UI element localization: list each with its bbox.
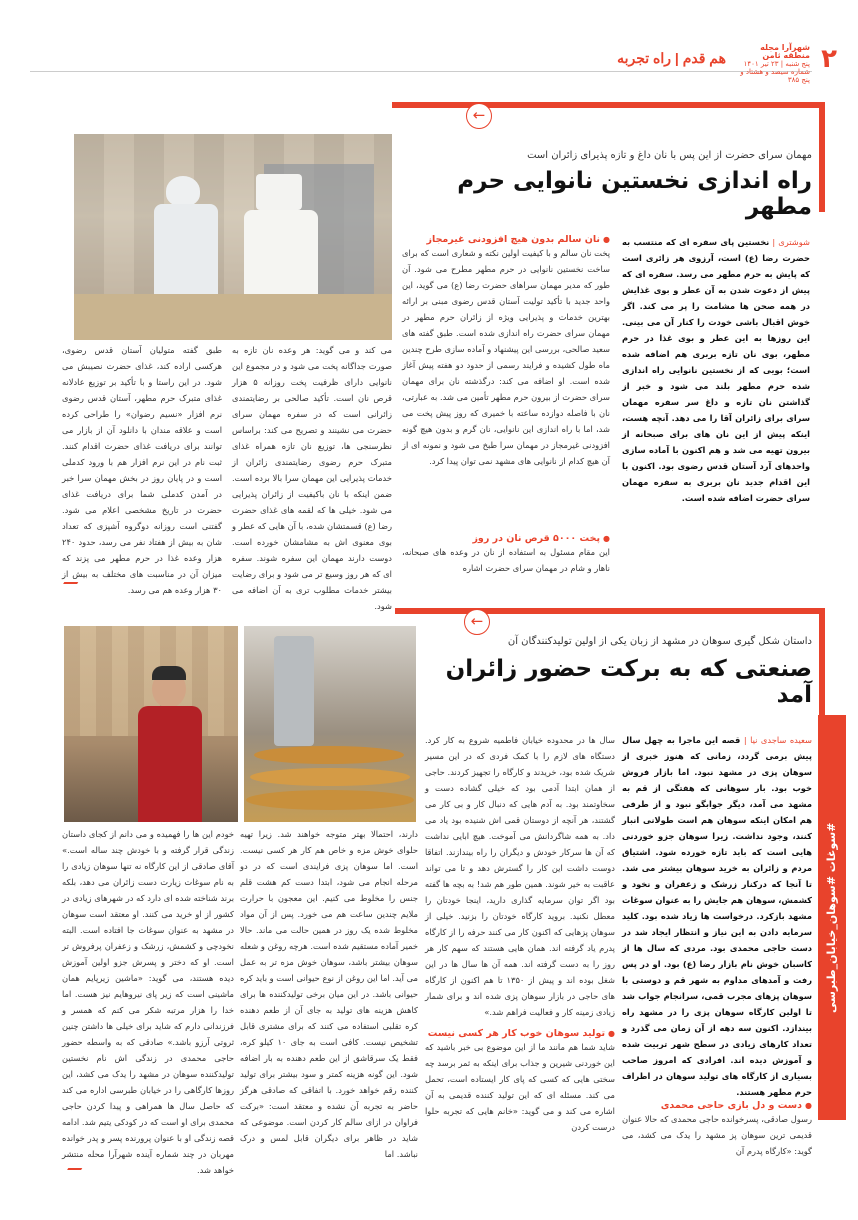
article2-byline: سعیده ساجدی نیا bbox=[750, 735, 812, 745]
article1-top-bar bbox=[392, 102, 825, 108]
article2-col1-bottom bbox=[622, 1100, 812, 1190]
article1-col4-text: طبق گفته متولیان آستان قدس رضوی، هرکسی اراده کند، غذای حضرت نصیبش می شود. در این راستا و با تأکید بر توزیع عادلانه غذای متبرک حرم مطهر، آستان قدس رضوی نرم افزار «نسیم رضوان» را طراحی کرده است و علاقه مندان با دانلود آن از بازار می توانند برای دریافت غذای حضرت اقدام کنند. ثبت نام در این نرم افزار هم با ورود کدملی است و در پایان روز در بخش مهمان سرا خبر در آمدن کدملی شما برای دریافت غذای حضرت در تاریخ مشخصی اعلام می شود. گفتنی است روزانه دوگروه آشپزی که تعداد شان به بیش از هفتاد نفر می رسد، حدود ۲۴۰ هزار وعده غذا در حرم مطهر می پزند که میزان آن در مناسبت های مختلف به بیش از ۳۰ هزار وعده هم می رسد. bbox=[62, 345, 222, 595]
page-number: ۲ bbox=[821, 44, 837, 74]
article1-col2b-text: این مقام مسئول به استفاده از نان در وعده های صبحانه، ناهار و شام در مهمان سرای حضرت اشاره bbox=[402, 547, 610, 573]
sohan-trays-photo bbox=[244, 626, 416, 822]
article2-top-bar bbox=[395, 608, 825, 614]
article2-side-bar bbox=[819, 608, 825, 716]
arrow-left-icon: ← bbox=[464, 609, 490, 635]
article2-col1b-text: رسول صادقی، پسرخوانده حاجی محمدی که حالا عنوان قدیمی ترین سوهان پز مشهد را یدک می کشد، می گوید: «کارگاه پدرم آن bbox=[622, 1114, 812, 1156]
article1-col2 bbox=[402, 234, 610, 584]
article2-title: صنعتی که به برکت حضور زائران آمد bbox=[445, 656, 812, 708]
masthead-title: شهرآرا مجله منطقه ثامن bbox=[760, 43, 810, 60]
article1-side-bar bbox=[819, 102, 825, 212]
bakery-photo bbox=[74, 134, 392, 340]
article2-col3-text: دارند، احتمالا بهتر متوجه خواهند شد. زیرا تهیه حلوای خوش مزه و خاص هم کار هر کسی نیست. است. اما سوهان پزی فرایندی است که در دو مرحله انجام می شود، ابتدا دست کم هشت قلم جنس را مخلوط می کنیم. این معجون با حرارت ملایم چندین ساعت هم می خورد. پس از آن مواد مخلوط شده یک روز در همین حالت می ماند. حالا خمیر آماده مستقیم شده است. هرچه روغن و شعله سوهان بیشتر باشد، سوهان خوش مزه تر به عمل می آید. اما این روغن از نوع حیوانی است و باید کره حیوانی باشد. در این میان برخی تولیدکننده ها برای کاهش هزینه های تولید به جای آن از طعم دهنده کره تقلبی استفاده می کنند که برای مشتری قابل تشخیص نیست. کافی است به جای ۱۰ کیلو کره، فقط یک سرقاشق از این طعم دهنده به بار اضافه شود. این گونه هزینه کمتر و سود بیشتر برای تولید کننده رقم خواهد خورد. با اتفاقی که صادقی هرگز حاضر به تجربه آن نشده و معتقد است: «برکت فراوان در ازای سالم کار کردن است. موضوعی که شاید در ظاهر برای دیگران قابل لمس و درک نباشد. اما bbox=[240, 829, 418, 1159]
article2-supertitle: داستان شکل گیری سوهان در مشهد از زبان یکی از اولین تولیدکنندگان آن bbox=[507, 636, 812, 647]
article1-subhead1: ● نان سالم بدون هیچ افزودنی غیرمجاز bbox=[402, 234, 610, 245]
masthead bbox=[740, 44, 810, 84]
article1-title: راه اندازی نخستین نانوایی حرم مطهر bbox=[457, 168, 812, 220]
article2-col2 bbox=[425, 732, 615, 1190]
article2-lead-column: سعیده ساجدی نیا | قصه این ماجرا به چهل سال پیش برمی گردد، زمانی که هنوز خبری از سوهان پزی در مشهد نبود. اما بازار فروش خوب بود. بار سوهانی که هفتگی از قم به مشهد می آمد، دیگر جوابگو نبود و از طرفی هم امکان اینکه سوهان هم است طولانی انبار کنند، وجود نداشت. زیرا سوهان جزو خوردنی هایی است که باید تازه خورده شود. اشتیاق مردم و زائران به خرید سوهان بیشتر می شد. تا آنجا که درکنار زرشک و زعفران و نخود و کشمش، سوهان هم جایش را به عنوان سوغات مشهد بازکرد. درخواست ها زیاد شده بود. کلید سرمایه دادن به این نیاز و انتظار ایجاد شد در دست حاجی محمدی بود. مردی که سال ها از کاسبان خوش نام بازار رضا (ع) بود. او در پس رفت و آمدهای مداوم به شهر قم و دوستی با سوهان پزهای مجرب قمی، سرانجام جواب شد تا اولین کارگاه سوهان پزی را در مشهد راه بیندازد. اکنون سه دهه از آن زمان می گذرد و تعداد کارهای زیادی در سطح شهر تربیت شده و آموزش دیده اند. افرادی که امروز صاحب بسیاری از کارگاه های تولید سوهان در اطراف حرم مطهر هستند. bbox=[622, 735, 812, 1097]
arrow-left-icon: ← bbox=[466, 103, 492, 129]
article1-supertitle: مهمان سرای حضرت از این پس با نان داغ و تازه پذیرای زائران است bbox=[527, 150, 812, 161]
masthead-issue: شماره سیصد و هشتاد و پنج ۳۸۵ bbox=[740, 68, 810, 84]
article1-lead: نخستین پای سفره ای که منتسب به حضرت رضا (ع) است، آرزوی هر زائری است که پایش به حرم مطهر می رسد. سفره ای که پیش از دعوت شدن به آن عطر و بوی غذایش در همه صحن ها مشامت را پر می کند. اگر خوش اقبال باشی خودت را کنار آن می بینی. این روزها به این عطر و بوی غذا در حرم مطهر، بوی نان تازه بربری هم اضافه شده است؛ بویی که از نخستین نانوایی راه اندازی شده حرم مطهر بلند می شود و خبر از گذاشتن نان تازه و داغ سر سفره مهمان سرای برای زائران آقا را می دهد. آنچه هست، اینکه پیش از این نان های برای صبحانه از بیرون تهیه می شد و هم اکنون با آماده سازی واحدهای آرد آستان قدس رضوی بود. اکنون با این اقدام جدید نان بربری به سفره مهمان سرای حضرت اضافه شده است. bbox=[622, 237, 810, 503]
article2-col2-text: سال ها در محدوده خیابان فاطمیه شروع به کار کرد. دستگاه های لازم را با کمک فردی که در این مسیر شریک شده بود، خریدند و کارگاه را تجهیز کردند. حاجی از همان ابتدا آدمی بود که خیلی گشاده دست و سخاوتمند بود. به آدم هایی که دنبال کار و بی کار می گشتند، هر آنچه از دوستان قمی اش شنیده بود یاد می داد. به همه شاگردانش می آموخت. هیچ ابایی نداشت که آن ها سرکار خودش و دیگران را راه بیندازند. اتفاقا دوست داشت این کار را گسترش دهد و تا می تواند عاقبت به خیر شوند. همین طور هم شد! به بچه ها گفته بود اگر توان سرمایه گذاری دارید، اینجا خودتان را معطل نکنید. بروید کارگاه خودتان را بزنید. خیلی از سوهان پزهایی که اکنون کار می کنند حرفه را از کارگاه پدرم یاد گرفته اند. همان هایی هستند که سهم کار هر روز را به دست گرفته اند. همه آن ها سال ها در این شغل بوده اند و پیش از ۱۳۵۰ تا هم اکنون از کارگاه های حاجی در بازار سوهان پزی شده اند و برای شمار زیادی زمینه کار و فعالیت فراهم شد.» bbox=[425, 735, 615, 1017]
article2-lead: قصه این ماجرا به چهل سال پیش برمی گردد، زمانی که هنوز خبری از سوهان پزی در مشهد نبود. اما بازار فروش خوب بود. بار سوهانی که هفتگی از قم به مشهد می آمد، دیگر جوابگو نبود و از طرفی هم امکان اینکه سوهان هم است طولانی انبار کنند، وجود نداشت. زیرا سوهان جزو خوردنی هایی است که باید تازه خورده شود. اشتیاق مردم و زائران به خرید سوهان بیشتر می شد. تا آنجا که درکنار زرشک و زعفران و نخود و کشمش، سوهان هم جایش را به عنوان سوغات مشهد بازکرد. درخواست ها زیاد شده بود. کلید سرمایه دادن به این نیاز و انتظار ایجاد شد در دست حاجی محمدی بود. مردی که سال ها از کاسبان خوش نام بازار رضا (ع) بود. او در پس رفت و آمدهای مداوم به شهر قم و دوستی با سوهان پزهای مجرب قمی، سرانجام جواب شد تا اولین کارگاه سوهان پزی را در مشهد راه بیندازد. اکنون سه دهه از آن زمان می گذرد و تعداد کارهای زیادی در سطح شهر تربیت شده و آموزش دیده اند. افرادی که امروز صاحب بسیاری از کارگاه های تولید سوهان در اطراف حرم مطهر هستند. bbox=[622, 735, 812, 1097]
shopkeeper-photo bbox=[64, 626, 238, 822]
article1-subhead2: ● پخت ۵۰۰۰ قرص نان در روز bbox=[402, 533, 610, 544]
article1-col3-text: می کند و می گوید: هر وعده نان تازه به صورت جداگانه پخت می شود و در مجموع این نانوایی دارای ظرفیت پخت روزانه ۵ هزار قرص نان است. تأکید صالحی بر رضایتمندی زائرانی است که در سفره مهمان سرای حضرت می نشینند و تصریح می کند: براساس نظرسنجی ها، توزیع نان تازه همراه غذای متبرک حرم رضوی رضایتمندی زائران از خدمات پذیرایی این مهمان سرا بالا برده است. ضمن اینکه با نان باکیفیت از زائران پذیرایی می شود. خیلی ها که لقمه های غذای حضرت رضا (ع) قسمتشان شده، با آن هایی که عطر و بوی معنوی اش به مشامشان خورده است. دوست دارند مهمان این سفره شوند. سفره ای که هر روز وسیع تر می شود و برای رضایت بیشتر خدمات مطلوب تری به آن اضافه می شود. bbox=[232, 345, 392, 611]
article2-subhead3: ● دست و دل بازی حاجی محمدی bbox=[622, 1100, 812, 1111]
article1-col2-text: پخت نان سالم و با کیفیت اولین نکته و شعاری است که برای ساخت نخستین نانوایی در حرم مطهر مطرح می شود. آن طور که مدیر مهمان سراهای حضرت رضا (ع) می گوید، این واحد جدید با تأکید تولیت آستان قدس رضوی مبنی بر ارائه بهترین خدمات و پذیرایی ویژه از زائران حرم مطهر در مهمان سرای حضرت راه اندازی شده است. طبق گفته های سعید صالحی، بررسی این پیشنهاد و آماده سازی طرح چندین ماه طول کشیده و فرایند رسمی از حدود دو هفته پیش آغاز شده است. او اضافه می کند: درگذشته نان برای مهمان سرای حضرت از بیرون حرم مطهر تأمین می شد. به عبارتی، نان با فاصله دوازده ساعته با خمیری که روز پیش پخت می شد، اما با راه اندازی این نانوایی، نان گرم و بدون هیچ گونه افزودنی غیرمجاز در مهمان سرا طبخ می شود و نمونه ای از آن هیچ کدام از نانوایی های مشهد نمی توان پیدا کرد. bbox=[402, 248, 610, 466]
article2-col2c-text: شاید شما هم مانند ما از این موضوع بی خبر باشید که این خوردنی شیرین و جذاب برای اینکه به ثمر برسد چه سختی هایی که کسی که پای کار ایستاده است، تحمل می کند. مسئله ای که این تولید کننده قدیمی به آن اشاره می کند و می گوید: «خانم هایی که تجربه حلوا درست کردن bbox=[425, 1042, 615, 1132]
article1-lead-column: شوشتری | نخستین پای سفره ای که منتسب به حضرت رضا (ع) است، آرزوی هر زائری است که پایش به حرم مطهر می رسد. سفره ای که پیش از دعوت شدن به آن عطر و بوی غذایش در همه صحن ها مشامت را پر می کند. اگر خوش اقبال باشی خودت را کنار آن می بینی. این روزها به این عطر و بوی غذا در حرم مطهر، بوی نان تازه بربری هم اضافه شده است؛ بویی که از نخستین نانوایی راه اندازی شده حرم مطهر بلند می شود و خبر از گذاشتن نان تازه و داغ سر سفره مهمان سرای برای زائران آقا را می دهد. آنچه هست، اینکه پیش از این نان های برای صبحانه از بیرون تهیه می شد و هم اکنون با آماده سازی واحدهای آرد آستان قدس رضوی بود. اکنون با این اقدام جدید نان بربری به سفره مهمان سرای حضرت اضافه شده است. bbox=[622, 237, 810, 503]
article1-byline: شوشتری bbox=[778, 237, 810, 247]
sidebar-tags: #سوغات #سوهان_خیابان_طبرسی bbox=[818, 715, 846, 1120]
page-header bbox=[0, 0, 858, 84]
article2-col4-text: خودم این ها را فهمیده و می دانم از کجای داستان زندگی قرار گرفته و با خودش چند ساله است.» آقای صادقی از این کارگاه نه تنها سوهان زیادی را به نام سوغات زیارت دست زائران می دهد، بلکه برند شناخته شده ای دارد که در شهرهای زیادی در کشور از او خرید می کنند. او معتقد است سوهان در مشهد به عنوان سوغات جا افتاده است. البته نخودچی و کشمش، زرشک و زعفران پرفروش تر است. او که دختر و پسرش جزو اولین آموزش دیده هستند، می گوید: «ماشین زیرپایم همان ماشینی است که زیر پای نیروهایم نیز هست. اما خدا را هزار مرتبه شکر می کنم که همسر و فرزندانی دارم که شاید برای خیلی ها داشتن چنین ثروتی آرزو باشد.» صادقی که به واسطه حضور حاجی محمدی در زندگی اش نام نخستین تولیدکننده سوهان در مشهد را یدک می کشد، این روزها کارگاهی را در خیابان طبرسی اداره می کند که حاصل سال ها همراهی و پیدا کردن حاجی محمدی برای او است که در کودکی یتیم شد. ادامه قصه زندگی او با عنوان پرورنده پسر و پدر خوانده مهربان در چند شماره آینده شهرآرا محله منتشر خواهد شد. bbox=[62, 829, 234, 1175]
article2-subhead4: ● تولید سوهان خوب کار هر کسی نیست bbox=[425, 1028, 615, 1039]
masthead-date: پنج شنبه | ۲۳ تیر ۱۴۰۱ bbox=[743, 60, 810, 68]
section-title: هم قدم | راه تجربه bbox=[617, 50, 726, 66]
